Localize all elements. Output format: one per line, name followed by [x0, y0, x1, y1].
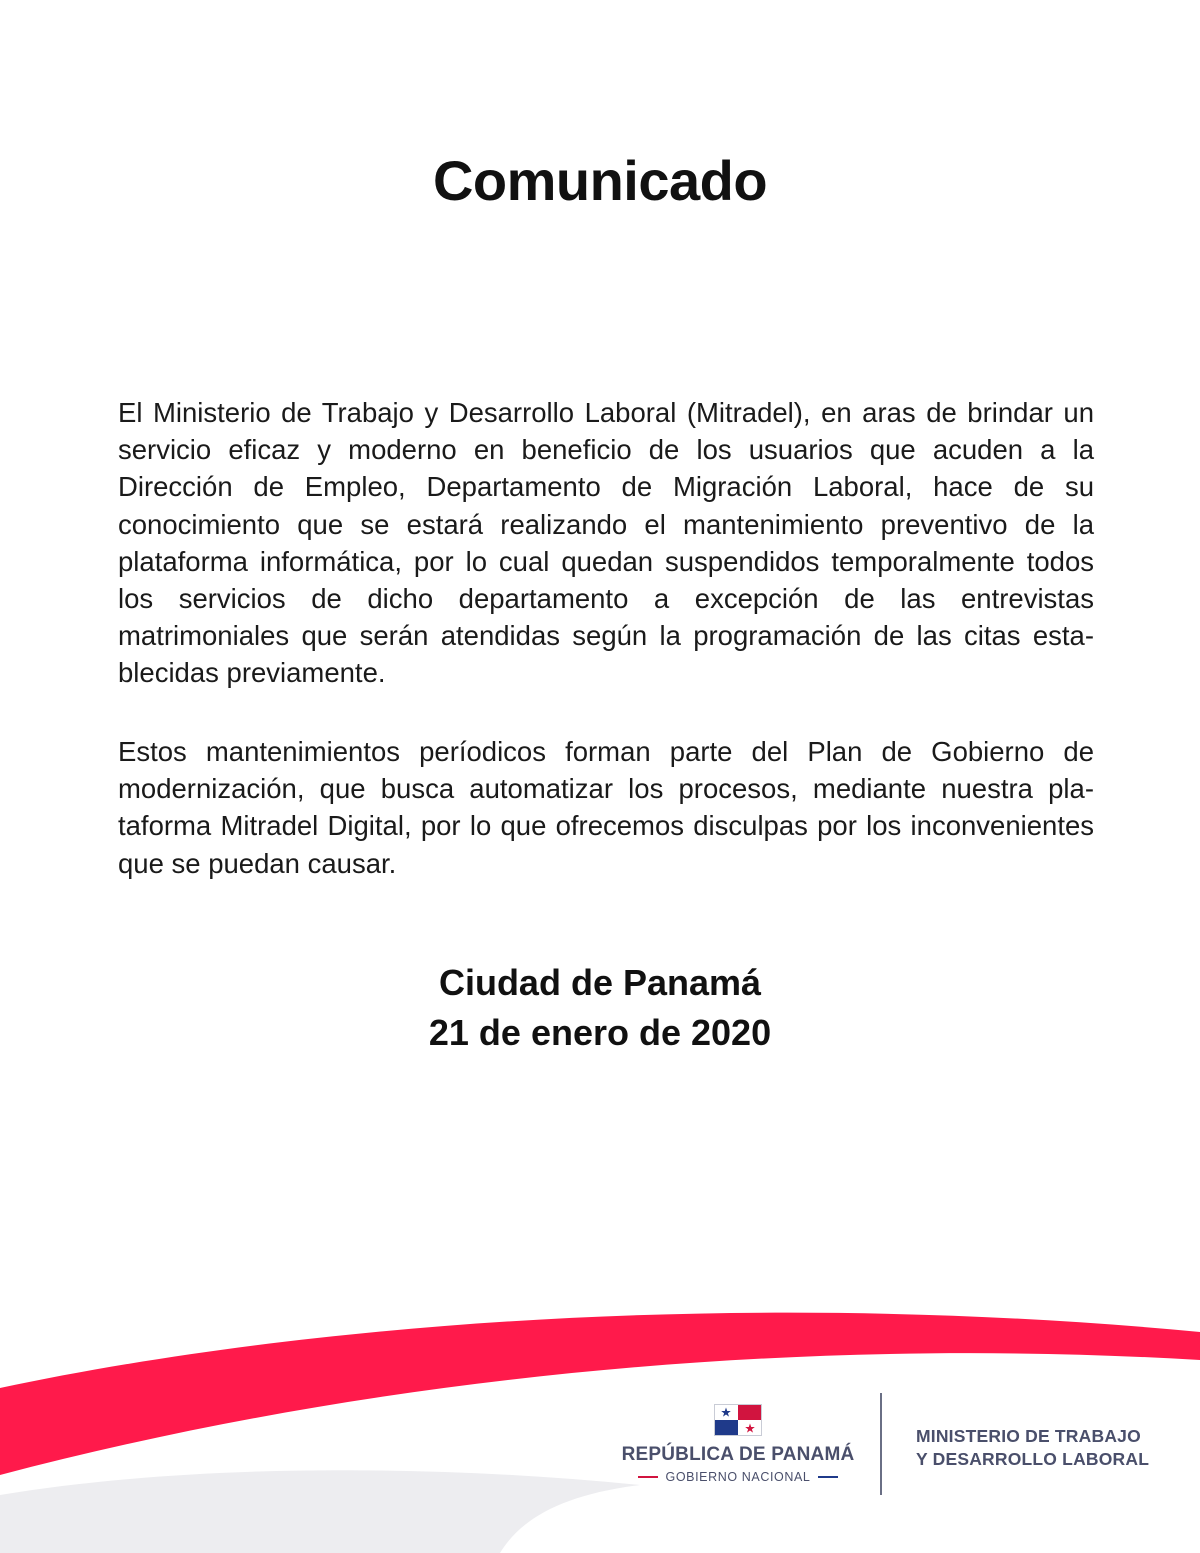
body-paragraph-2: Estos mantenimientos períodicos forman parte del Plan de Gobierno de modernización, que busca automatizar los procesos, mediante nuestra plataforma Mitradel Digital, por lo que ofrecemos disculpas por los inconvenientes que se puedan causar. [118, 736, 1094, 879]
government-name: GOBIERNO NACIONAL [665, 1470, 811, 1484]
gov-dash-red [638, 1476, 658, 1478]
gov-dash-blue [818, 1476, 838, 1478]
panama-flag-icon [714, 1404, 762, 1436]
ministry-line-2: Y DESARROLLO LABORAL [916, 1449, 1150, 1469]
signoff-date: 21 de enero de 2020 [428, 1012, 772, 1053]
logo-divider [880, 1393, 882, 1495]
signoff-place: Ciudad de Panamá [438, 962, 762, 1003]
government-line [610, 1470, 866, 1484]
page-title: Comunicado [432, 149, 768, 212]
wave-gray-band [0, 1470, 640, 1553]
ministry-logo [916, 1425, 1149, 1471]
republic-logo [610, 1404, 866, 1484]
body-paragraph-1: El Ministerio de Trabajo y Desarrollo Laboral (Mitradel), en aras de brindar un servicio eficaz y moderno en beneficio de los usuarios que acuden a la Dirección de Empleo, Departamento de Migración Laboral, hace de su conocimiento que se estará realizando el mantenimiento preventivo de la plataforma informática, por lo cual quedan suspendidos temporalmente todos los servicios de dicho departamento a excepción de las entrevistas matrimoniales que serán atendidas según la programación de las citas establecidas previamente. [118, 397, 1094, 689]
republic-name: REPÚBLICA DE PANAMÁ [621, 1444, 855, 1465]
ministry-line-1: MINISTERIO DE TRABAJO [916, 1426, 1141, 1446]
signoff-block [0, 958, 1200, 1058]
footer-wave-decoration [0, 1280, 1200, 1553]
